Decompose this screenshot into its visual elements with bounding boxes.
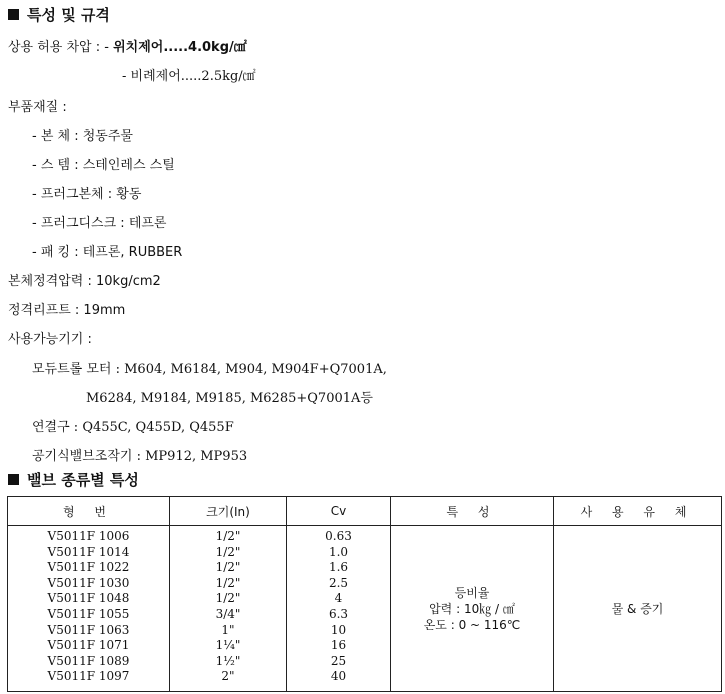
section-heading-valve-types: 밸브 종류별 특성 [8,469,139,490]
cv-cell: 1.0 [328,544,349,559]
linkage-line: 연결구 : Q455C, Q455D, Q455F [32,420,234,435]
size-cell: 1½" [215,653,241,668]
pneumatic-actuator-line: 공기식밸브조작기 : MP912, MP953 [32,449,248,464]
size-cell: 1/2" [215,529,241,543]
media-cell: 물 & 증기 [554,526,722,692]
characteristics-cell [391,526,554,692]
cv-cell: 16 [330,638,347,653]
cv-cell: 25 [330,653,347,668]
size-column [170,526,287,692]
model-cell: V5011F 1055 [47,606,130,621]
modutrol-motors-line2: M6284, M9184, M9185, M6285+Q7001A등 [86,391,373,406]
model-cell: V5011F 1089 [47,653,130,668]
model-cell: V5011F 1097 [47,669,130,684]
square-bullet-icon [8,474,19,485]
table-header-row [8,497,722,526]
compatible-label: 사용가능기기 : [8,332,92,347]
cv-cell: 2.5 [328,575,349,590]
model-cell: V5011F 1022 [47,560,130,575]
model-cell: V5011F 1006 [47,529,130,543]
model-column [8,526,170,692]
characteristic-pressure: 압력 : 10㎏ / ㎠ [429,601,515,616]
cv-cell: 40 [330,669,347,684]
pressure-label: 상용 허용 차압 : - [8,40,109,55]
model-cell: V5011F 1071 [47,638,130,653]
pressure-proportional-value: - 비례제어.....2.5kg/㎠ [122,69,256,84]
header-size: 크기(In) [170,497,287,526]
characteristic-temperature: 온도 : 0 ~ 116℃ [423,617,521,632]
pressure-line [8,36,247,55]
header-characteristics: 특 성 [391,497,554,526]
square-bullet-icon [8,9,19,20]
material-plug-body: - 프러그본체 : 황동 [32,187,142,202]
header-model: 형 번 [8,497,170,526]
modutrol-motors-line1: 모듀트롤 모터 : M604, M6184, M904, M904F+Q7001A, [32,362,387,377]
cv-cell: 6.3 [328,606,349,621]
size-cell: 1/2" [215,591,241,606]
size-cell: 3/4" [215,606,241,621]
material-body: - 본 체 : 청동주물 [32,129,133,144]
size-cell: 1/2" [215,575,241,590]
size-cell: 1/2" [215,544,241,559]
header-cv: Cv [287,497,391,526]
material-stem: - 스 템 : 스테인레스 스틸 [32,158,175,173]
model-cell: V5011F 1063 [47,622,130,637]
body-rated-pressure: 본체정격압력 : 10kg/cm2 [8,274,161,289]
cv-cell: 4 [334,591,343,606]
cv-cell: 1.6 [328,560,349,575]
materials-label: 부품재질 : [8,100,67,115]
cv-column [287,526,391,692]
size-cell: 1" [221,622,235,637]
table-body-row [8,526,722,692]
material-plug-disc: - 프러그디스크 : 테프론 [32,216,167,231]
cv-cell: 0.63 [325,529,352,543]
pressure-position-value: 위치제어.....4.0kg/㎠ [113,40,247,55]
rated-lift: 정격리프트 : 19mm [8,303,126,318]
valve-spec-table [7,496,722,692]
section-heading-specs: 특성 및 규격 [8,4,110,25]
size-cell: 2" [221,669,235,684]
model-cell: V5011F 1048 [47,591,130,606]
model-cell: V5011F 1014 [47,544,130,559]
cv-cell: 10 [330,622,347,637]
size-cell: 1/2" [215,560,241,575]
material-packing: - 패 킹 : 테프론, RUBBER [32,245,183,260]
model-cell: V5011F 1030 [47,575,130,590]
size-cell: 1¼" [215,638,241,653]
characteristic-flow: 등비율 [454,585,490,600]
header-media: 사 용 유 체 [554,497,722,526]
